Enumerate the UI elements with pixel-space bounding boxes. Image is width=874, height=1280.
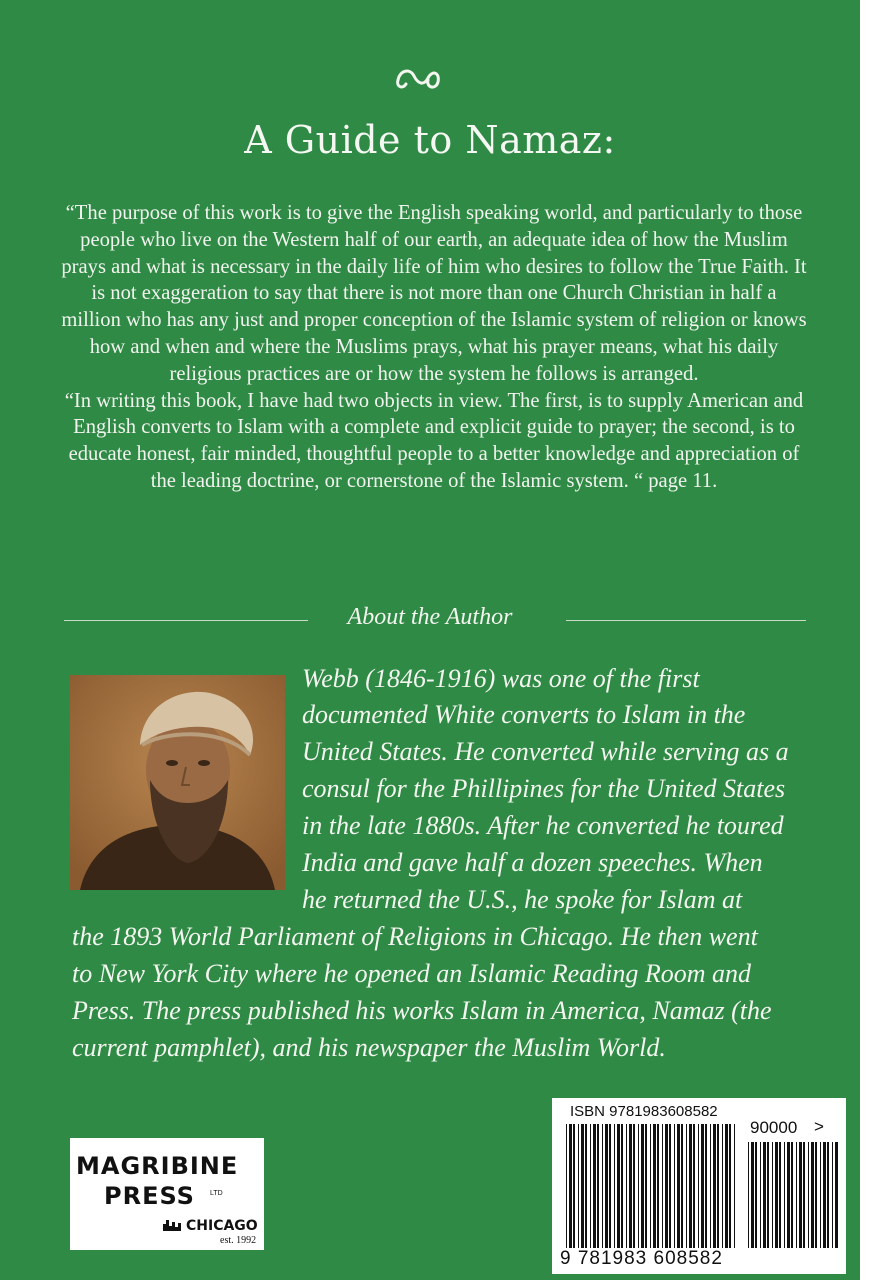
logo-line2: PRESS xyxy=(104,1182,195,1210)
blurb-paragraph: “In writing this book, I have had two objects in view. The first, is to supply American and English converts to Islam with a complete and explicit guide to prayer; the second, is to educate honest, fair minded, thoughtful people to a better knowledge and appreciation of the leading doctrine, or cornerstone of the Islamic system. “ page 11. xyxy=(64,389,804,492)
barcode-bar xyxy=(609,1124,611,1248)
barcode-bar xyxy=(763,1142,766,1248)
barcode-bar xyxy=(681,1124,683,1248)
barcode-bar xyxy=(820,1142,821,1248)
bio-line: to New York City where he opened an Islamic Reading Room and xyxy=(72,959,752,988)
barcode-bar xyxy=(657,1124,659,1248)
about-author-heading: About the Author xyxy=(347,604,513,630)
bio-line: documented White converts to Islam in the xyxy=(302,700,746,729)
book-title: A Guide to Namaz: xyxy=(244,118,616,162)
barcode-bar xyxy=(823,1142,826,1248)
barcode-bar xyxy=(725,1124,728,1248)
barcode-bar xyxy=(710,1124,711,1248)
barcode-bar xyxy=(693,1124,695,1248)
barcode-bar xyxy=(590,1124,591,1248)
barcode-bar xyxy=(617,1124,620,1248)
barcode-bar xyxy=(775,1142,778,1248)
barcode-bar xyxy=(689,1124,692,1248)
isbn-barcode xyxy=(552,1098,846,1274)
barcode-bar xyxy=(578,1124,579,1248)
barcode-bar xyxy=(629,1124,632,1248)
barcode-bar xyxy=(705,1124,707,1248)
isbn-label: ISBN 9781983608582 xyxy=(570,1103,718,1120)
barcode-bar xyxy=(787,1142,790,1248)
blurb-paragraph: “The purpose of this work is to give the English speaking world, and particularly to those people who live on the Western half of our earth, an adequate idea of how the Muslim prays and what is necessary in the daily life of him who desires to follow the True Faith. It is not exaggeration to say that there is not more than one Church Christian in half a million who has any just and proper conception of the Islamic system of religion or knows how and when and where the Muslims prays, what his prayer means, what his daily religious practices are or how the system he follows is arranged. xyxy=(61,202,807,385)
barcode-bar xyxy=(698,1124,699,1248)
barcode-bar xyxy=(767,1142,769,1248)
price-addon-barcode-bars xyxy=(748,1142,838,1248)
price-arrow-icon: > xyxy=(814,1117,824,1136)
barcode-bar xyxy=(566,1124,567,1248)
barcode-bar xyxy=(602,1124,603,1248)
page-edge xyxy=(860,0,874,1280)
bio-line: the 1893 World Parliament of Religions in Chicago. He then went xyxy=(72,922,758,951)
barcode-bar xyxy=(760,1142,761,1248)
bio-line: current pamphlet), and his newspaper the Muslim World. xyxy=(72,1033,666,1062)
barcode-bar xyxy=(734,1124,735,1248)
barcode-bar xyxy=(796,1142,797,1248)
barcode-bar xyxy=(717,1124,719,1248)
barcode-bar xyxy=(811,1142,814,1248)
barcode-bar xyxy=(799,1142,802,1248)
ean13-barcode-bars xyxy=(566,1124,738,1248)
barcode-digits: 9 781983 608582 xyxy=(560,1248,723,1269)
barcode-bar xyxy=(593,1124,596,1248)
barcode-bar xyxy=(573,1124,575,1248)
barcode-bar xyxy=(645,1124,647,1248)
bio-line: Webb (1846-1916) was one of the first xyxy=(302,664,700,693)
logo-ltd: LTD xyxy=(210,1190,223,1197)
barcode-bar xyxy=(585,1124,587,1248)
barcode-bar xyxy=(674,1124,675,1248)
barcode-bar xyxy=(729,1124,731,1248)
bio-line: consul for the Phillipines for the United States xyxy=(302,774,786,803)
barcode-bar xyxy=(677,1124,680,1248)
barcode-bar xyxy=(701,1124,704,1248)
barcode-bar xyxy=(638,1124,639,1248)
barcode-bar xyxy=(669,1124,671,1248)
barcode-bar xyxy=(641,1124,644,1248)
bio-line: in the late 1880s. After he converted he toured xyxy=(302,811,784,840)
barcode-bar xyxy=(808,1142,809,1248)
logo-city: CHICAGO xyxy=(186,1218,258,1234)
barcode-bar xyxy=(686,1124,687,1248)
barcode-bar xyxy=(626,1124,627,1248)
barcode-bar xyxy=(832,1142,833,1248)
barcode-bar xyxy=(803,1142,805,1248)
barcode-bar xyxy=(772,1142,773,1248)
barcode-bar xyxy=(784,1142,785,1248)
barcode-bar xyxy=(621,1124,623,1248)
barcode-bar xyxy=(662,1124,663,1248)
barcode-bar xyxy=(581,1124,584,1248)
bio-line: United States. He converted while serving as a xyxy=(302,737,789,766)
barcode-bar xyxy=(815,1142,817,1248)
barcode-bar xyxy=(614,1124,615,1248)
barcode-bar xyxy=(665,1124,668,1248)
barcode-bar xyxy=(755,1142,757,1248)
chicago-skyline-icon xyxy=(162,1218,184,1232)
barcode-bar xyxy=(650,1124,651,1248)
bio-line: Press. The press published his works Islam in America, Namaz (the xyxy=(72,996,772,1025)
barcode-bar xyxy=(779,1142,781,1248)
logo-line1: MAGRIBINE xyxy=(76,1152,239,1180)
barcode-bar xyxy=(605,1124,608,1248)
logo-est: est. 1992 xyxy=(220,1235,257,1246)
barcode-bar xyxy=(791,1142,793,1248)
barcode-bar xyxy=(722,1124,723,1248)
publisher-logo xyxy=(70,1138,264,1250)
barcode-bar xyxy=(827,1142,829,1248)
barcode-bar xyxy=(713,1124,716,1248)
price-code: 90000 xyxy=(750,1118,798,1137)
barcode-bar xyxy=(835,1142,838,1248)
barcode-bar xyxy=(748,1142,749,1248)
bio-line: he returned the U.S., he spoke for Islam at xyxy=(302,885,743,914)
barcode-bar xyxy=(751,1142,754,1248)
barcode-bar xyxy=(653,1124,656,1248)
barcode-bar xyxy=(597,1124,599,1248)
barcode-bar xyxy=(569,1124,572,1248)
bio-line: India and gave half a dozen speeches. When xyxy=(302,848,763,877)
barcode-bar xyxy=(633,1124,635,1248)
